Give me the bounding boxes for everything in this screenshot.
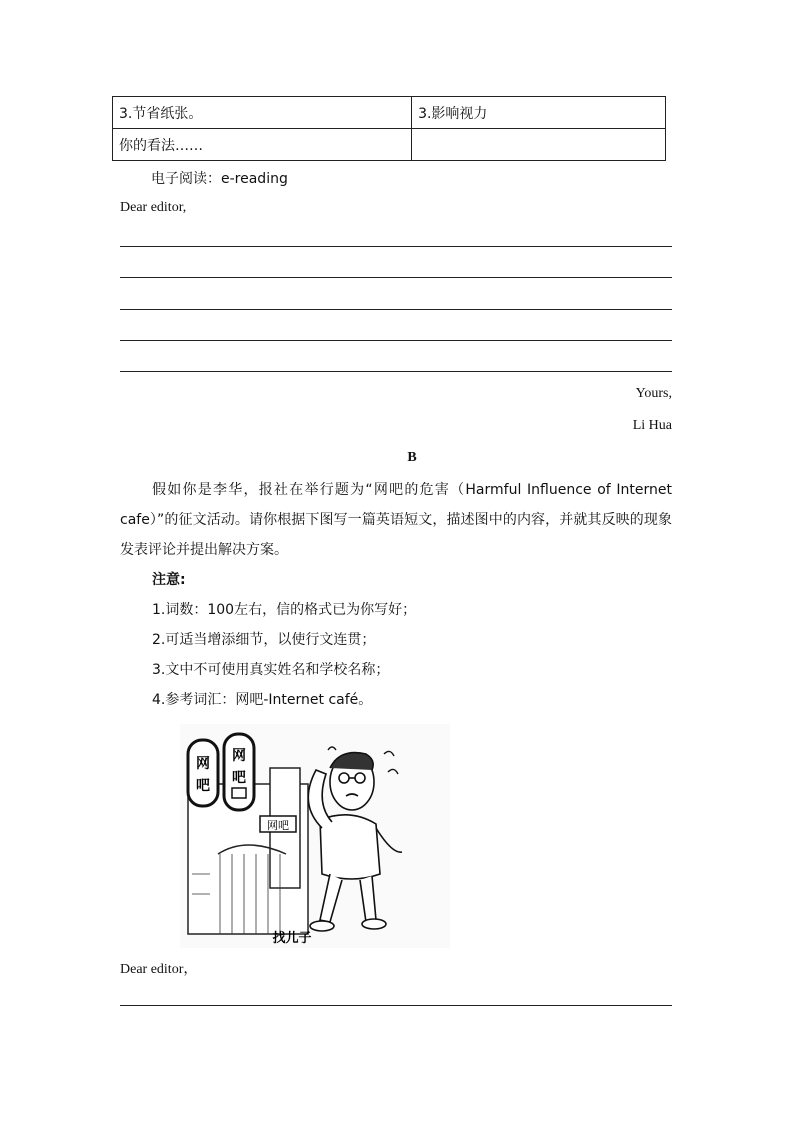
cartoon-illustration <box>180 724 450 948</box>
prompt-paragraph: 假如你是李华，报社在举行题为“网吧的危害（Harmful Influence of Internet cafe）”的征文活动。请你根据下图写一篇英语短文，描述图中的内容，并就其反映的现象发表评论并提出解决方案。 <box>120 482 672 558</box>
table-cell <box>412 129 666 161</box>
table-row <box>113 97 666 129</box>
notes <box>120 565 672 715</box>
greeting-a: Dear editor, <box>120 200 187 215</box>
cartoon-caption: 找儿子 <box>272 931 312 946</box>
sign-right-char1: 网 <box>232 748 246 764</box>
writing-line <box>120 277 672 278</box>
sign-shape <box>188 740 218 806</box>
note-item: 1.词数：100左右，信的格式已为你写好； <box>152 602 417 618</box>
writing-line <box>120 1005 672 1006</box>
signature: Li Hua <box>632 418 672 433</box>
table-row <box>113 129 666 161</box>
comparison-table <box>112 96 666 161</box>
table-cell: 3.影响视力 <box>412 97 666 129</box>
greeting-b: Dear editor， <box>120 962 198 977</box>
notes-title: 注意: <box>152 572 186 588</box>
writing-line <box>120 371 672 372</box>
sign-right-char2: 吧 <box>232 770 246 786</box>
note-item: 3.文中不可使用真实姓名和学校名称； <box>152 662 390 678</box>
sign-horizontal: 网吧 <box>267 819 289 832</box>
section-heading: B <box>407 450 417 465</box>
topic-line: 电子阅读：e-reading <box>151 171 288 187</box>
sign-left-char1: 网 <box>196 756 210 772</box>
table-cell: 3.节省纸张。 <box>113 97 412 129</box>
writing-line <box>120 309 672 310</box>
table-cell: 你的看法…… <box>113 129 412 161</box>
closing: Yours, <box>635 386 672 401</box>
sign-left-char2: 吧 <box>196 778 210 794</box>
note-item: 4.参考词汇：网吧-Internet café。 <box>152 692 373 708</box>
note-item: 2.可适当增添细节，以使行文连贯； <box>152 632 376 648</box>
writing-line <box>120 246 672 247</box>
writing-line <box>120 340 672 341</box>
